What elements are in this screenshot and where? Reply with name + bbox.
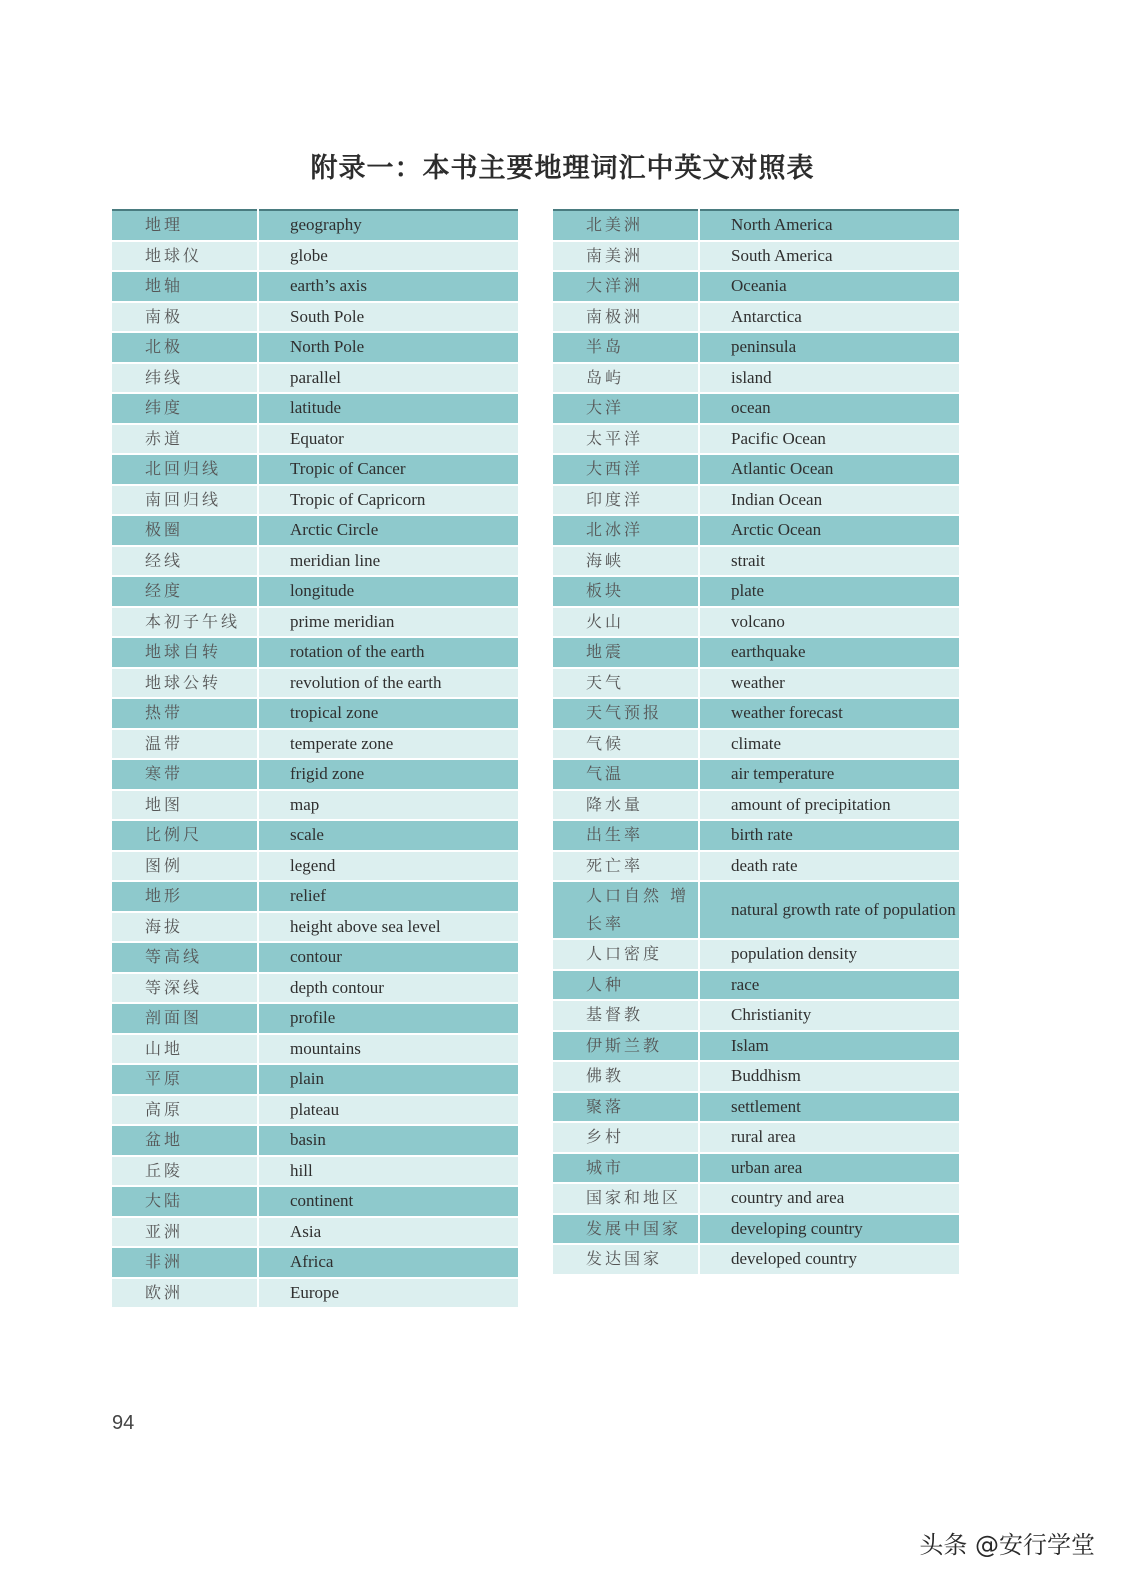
chinese-term: 基督教 — [553, 1000, 699, 1031]
chinese-term: 人种 — [553, 970, 699, 1001]
english-term: Arctic Ocean — [699, 515, 959, 546]
table-row — [112, 241, 518, 272]
table-row — [112, 790, 518, 821]
table-row — [112, 820, 518, 851]
english-term: frigid zone — [258, 759, 518, 790]
chinese-term: 地球自转 — [112, 637, 258, 668]
table-row — [553, 454, 959, 485]
chinese-term: 国家和地区 — [553, 1183, 699, 1214]
chinese-term: 地图 — [112, 790, 258, 821]
table-row — [553, 1183, 959, 1214]
chinese-term: 火山 — [553, 607, 699, 638]
table-row — [553, 668, 959, 699]
table-row — [553, 393, 959, 424]
table-row — [112, 698, 518, 729]
chinese-term: 纬线 — [112, 363, 258, 394]
table-row — [553, 1000, 959, 1031]
english-term: weather forecast — [699, 698, 959, 729]
english-term: Pacific Ocean — [699, 424, 959, 455]
english-term: earth’s axis — [258, 271, 518, 302]
chinese-term: 地理 — [112, 210, 258, 241]
chinese-term: 乡村 — [553, 1122, 699, 1153]
english-term: temperate zone — [258, 729, 518, 760]
english-term: profile — [258, 1003, 518, 1034]
table-row — [553, 759, 959, 790]
chinese-term: 南回归线 — [112, 485, 258, 516]
table-row — [112, 759, 518, 790]
chinese-term: 欧洲 — [112, 1278, 258, 1309]
chinese-term: 非洲 — [112, 1247, 258, 1278]
table-row — [112, 1125, 518, 1156]
table-row — [112, 210, 518, 241]
table-row — [112, 393, 518, 424]
chinese-term: 太平洋 — [553, 424, 699, 455]
chinese-term: 大洋洲 — [553, 271, 699, 302]
table-row — [112, 637, 518, 668]
table-row — [112, 424, 518, 455]
chinese-term: 亚洲 — [112, 1217, 258, 1248]
table-row — [112, 1095, 518, 1126]
table-row — [553, 820, 959, 851]
table-row — [112, 1247, 518, 1278]
english-term: island — [699, 363, 959, 394]
english-term: Equator — [258, 424, 518, 455]
table-row — [112, 485, 518, 516]
english-term: relief — [258, 881, 518, 912]
table-row — [112, 1064, 518, 1095]
english-term: Tropic of Capricorn — [258, 485, 518, 516]
english-term: earthquake — [699, 637, 959, 668]
table-row — [553, 546, 959, 577]
chinese-term: 发达国家 — [553, 1244, 699, 1275]
table-row — [553, 271, 959, 302]
table-row — [553, 607, 959, 638]
chinese-term: 经度 — [112, 576, 258, 607]
chinese-term: 聚落 — [553, 1092, 699, 1123]
english-term: depth contour — [258, 973, 518, 1004]
chinese-term: 天气预报 — [553, 698, 699, 729]
chinese-term: 人口自然 增长率 — [553, 881, 699, 939]
chinese-term: 天气 — [553, 668, 699, 699]
table-row — [553, 637, 959, 668]
table-row — [112, 454, 518, 485]
chinese-term: 纬度 — [112, 393, 258, 424]
table-row — [553, 1031, 959, 1062]
table-row — [553, 970, 959, 1001]
chinese-term: 大西洋 — [553, 454, 699, 485]
table-row — [553, 1061, 959, 1092]
table-row — [112, 973, 518, 1004]
english-term: rotation of the earth — [258, 637, 518, 668]
chinese-term: 山地 — [112, 1034, 258, 1065]
table-row — [553, 1244, 959, 1275]
table-row — [112, 1278, 518, 1309]
chinese-term: 半岛 — [553, 332, 699, 363]
english-term: height above sea level — [258, 912, 518, 943]
english-term: Islam — [699, 1031, 959, 1062]
english-term: scale — [258, 820, 518, 851]
chinese-term: 寒带 — [112, 759, 258, 790]
english-term: map — [258, 790, 518, 821]
chinese-term: 赤道 — [112, 424, 258, 455]
english-term: geography — [258, 210, 518, 241]
english-term: air temperature — [699, 759, 959, 790]
chinese-term: 平原 — [112, 1064, 258, 1095]
chinese-term: 岛屿 — [553, 363, 699, 394]
english-term: basin — [258, 1125, 518, 1156]
english-term: plateau — [258, 1095, 518, 1126]
table-row — [112, 576, 518, 607]
chinese-term: 北冰洋 — [553, 515, 699, 546]
table-row — [553, 1092, 959, 1123]
english-term: developing country — [699, 1214, 959, 1245]
table-row — [112, 1217, 518, 1248]
chinese-term: 城市 — [553, 1153, 699, 1184]
chinese-term: 南极 — [112, 302, 258, 333]
chinese-term: 地震 — [553, 637, 699, 668]
chinese-term: 气候 — [553, 729, 699, 760]
chinese-term: 经线 — [112, 546, 258, 577]
english-term: prime meridian — [258, 607, 518, 638]
chinese-term: 人口密度 — [553, 939, 699, 970]
table-row — [112, 302, 518, 333]
chinese-term: 温带 — [112, 729, 258, 760]
chinese-term: 剖面图 — [112, 1003, 258, 1034]
chinese-term: 发展中国家 — [553, 1214, 699, 1245]
chinese-term: 海拔 — [112, 912, 258, 943]
table-row — [112, 729, 518, 760]
english-term: North Pole — [258, 332, 518, 363]
chinese-term: 盆地 — [112, 1125, 258, 1156]
table-row — [112, 546, 518, 577]
table-row — [112, 271, 518, 302]
english-term: peninsula — [699, 332, 959, 363]
english-term: Oceania — [699, 271, 959, 302]
chinese-term: 北回归线 — [112, 454, 258, 485]
english-term: plate — [699, 576, 959, 607]
english-term: North America — [699, 210, 959, 241]
table-row — [112, 363, 518, 394]
english-term: Indian Ocean — [699, 485, 959, 516]
table-row — [112, 1156, 518, 1187]
table-row — [553, 1122, 959, 1153]
english-term: South Pole — [258, 302, 518, 333]
vocab-table-right — [553, 209, 959, 1276]
english-term: meridian line — [258, 546, 518, 577]
chinese-term: 图例 — [112, 851, 258, 882]
english-term: developed country — [699, 1244, 959, 1275]
chinese-term: 等深线 — [112, 973, 258, 1004]
chinese-term: 等高线 — [112, 942, 258, 973]
english-term: hill — [258, 1156, 518, 1187]
chinese-term: 大陆 — [112, 1186, 258, 1217]
table-row — [112, 1034, 518, 1065]
table-row — [553, 210, 959, 241]
table-row — [112, 607, 518, 638]
chinese-term: 海峡 — [553, 546, 699, 577]
table-row — [553, 1214, 959, 1245]
english-term: Christianity — [699, 1000, 959, 1031]
table-row — [112, 881, 518, 912]
english-term: mountains — [258, 1034, 518, 1065]
table-row — [112, 942, 518, 973]
page-title: 附录一：本书主要地理词汇中英文对照表 — [310, 153, 815, 184]
chinese-term: 地球公转 — [112, 668, 258, 699]
english-term: Antarctica — [699, 302, 959, 333]
english-term: death rate — [699, 851, 959, 882]
page-number: 94 — [112, 1412, 135, 1434]
table-row — [553, 485, 959, 516]
chinese-term: 地形 — [112, 881, 258, 912]
table-row — [553, 515, 959, 546]
chinese-term: 高原 — [112, 1095, 258, 1126]
english-term: tropical zone — [258, 698, 518, 729]
english-term: Buddhism — [699, 1061, 959, 1092]
english-term: legend — [258, 851, 518, 882]
chinese-term: 降水量 — [553, 790, 699, 821]
chinese-term: 伊斯兰教 — [553, 1031, 699, 1062]
table-row — [112, 515, 518, 546]
chinese-term: 出生率 — [553, 820, 699, 851]
english-term: country and area — [699, 1183, 959, 1214]
english-term: birth rate — [699, 820, 959, 851]
english-term: settlement — [699, 1092, 959, 1123]
english-term: revolution of the earth — [258, 668, 518, 699]
chinese-term: 佛教 — [553, 1061, 699, 1092]
chinese-term: 板块 — [553, 576, 699, 607]
vocab-table-left — [112, 209, 518, 1309]
chinese-term: 热带 — [112, 698, 258, 729]
table-row — [553, 332, 959, 363]
english-term: longitude — [258, 576, 518, 607]
english-term: natural growth rate of population — [699, 881, 959, 939]
english-term: race — [699, 970, 959, 1001]
english-term: amount of precipitation — [699, 790, 959, 821]
english-term: strait — [699, 546, 959, 577]
table-row — [553, 939, 959, 970]
english-term: globe — [258, 241, 518, 272]
table-row — [553, 302, 959, 333]
chinese-term: 地球仪 — [112, 241, 258, 272]
table-row — [553, 729, 959, 760]
chinese-term: 气温 — [553, 759, 699, 790]
english-term: Arctic Circle — [258, 515, 518, 546]
english-term: contour — [258, 942, 518, 973]
english-term: volcano — [699, 607, 959, 638]
english-term: urban area — [699, 1153, 959, 1184]
table-row — [553, 1153, 959, 1184]
table-row — [553, 241, 959, 272]
english-term: plain — [258, 1064, 518, 1095]
english-term: population density — [699, 939, 959, 970]
english-term: Tropic of Cancer — [258, 454, 518, 485]
chinese-term: 本初子午线 — [112, 607, 258, 638]
table-row — [112, 1186, 518, 1217]
chinese-term: 北美洲 — [553, 210, 699, 241]
english-term: Europe — [258, 1278, 518, 1309]
watermark: 头条 @安行学堂 — [919, 1531, 1095, 1559]
chinese-term: 北极 — [112, 332, 258, 363]
table-row — [553, 424, 959, 455]
chinese-term: 大洋 — [553, 393, 699, 424]
english-term: continent — [258, 1186, 518, 1217]
english-term: parallel — [258, 363, 518, 394]
chinese-term: 死亡率 — [553, 851, 699, 882]
chinese-term: 比例尺 — [112, 820, 258, 851]
table-row — [553, 851, 959, 882]
table-row — [112, 332, 518, 363]
table-row — [112, 851, 518, 882]
table-row — [553, 576, 959, 607]
chinese-term: 印度洋 — [553, 485, 699, 516]
chinese-term: 南美洲 — [553, 241, 699, 272]
english-term: weather — [699, 668, 959, 699]
chinese-term: 地轴 — [112, 271, 258, 302]
table-row — [553, 881, 959, 939]
english-term: Atlantic Ocean — [699, 454, 959, 485]
english-term: South America — [699, 241, 959, 272]
english-term: ocean — [699, 393, 959, 424]
english-term: Asia — [258, 1217, 518, 1248]
english-term: Africa — [258, 1247, 518, 1278]
english-term: rural area — [699, 1122, 959, 1153]
table-row — [553, 698, 959, 729]
english-term: climate — [699, 729, 959, 760]
chinese-term: 南极洲 — [553, 302, 699, 333]
table-row — [553, 790, 959, 821]
table-row — [112, 1003, 518, 1034]
table-row — [112, 668, 518, 699]
english-term: latitude — [258, 393, 518, 424]
chinese-term: 丘陵 — [112, 1156, 258, 1187]
table-row — [112, 912, 518, 943]
table-row — [553, 363, 959, 394]
chinese-term: 极圈 — [112, 515, 258, 546]
